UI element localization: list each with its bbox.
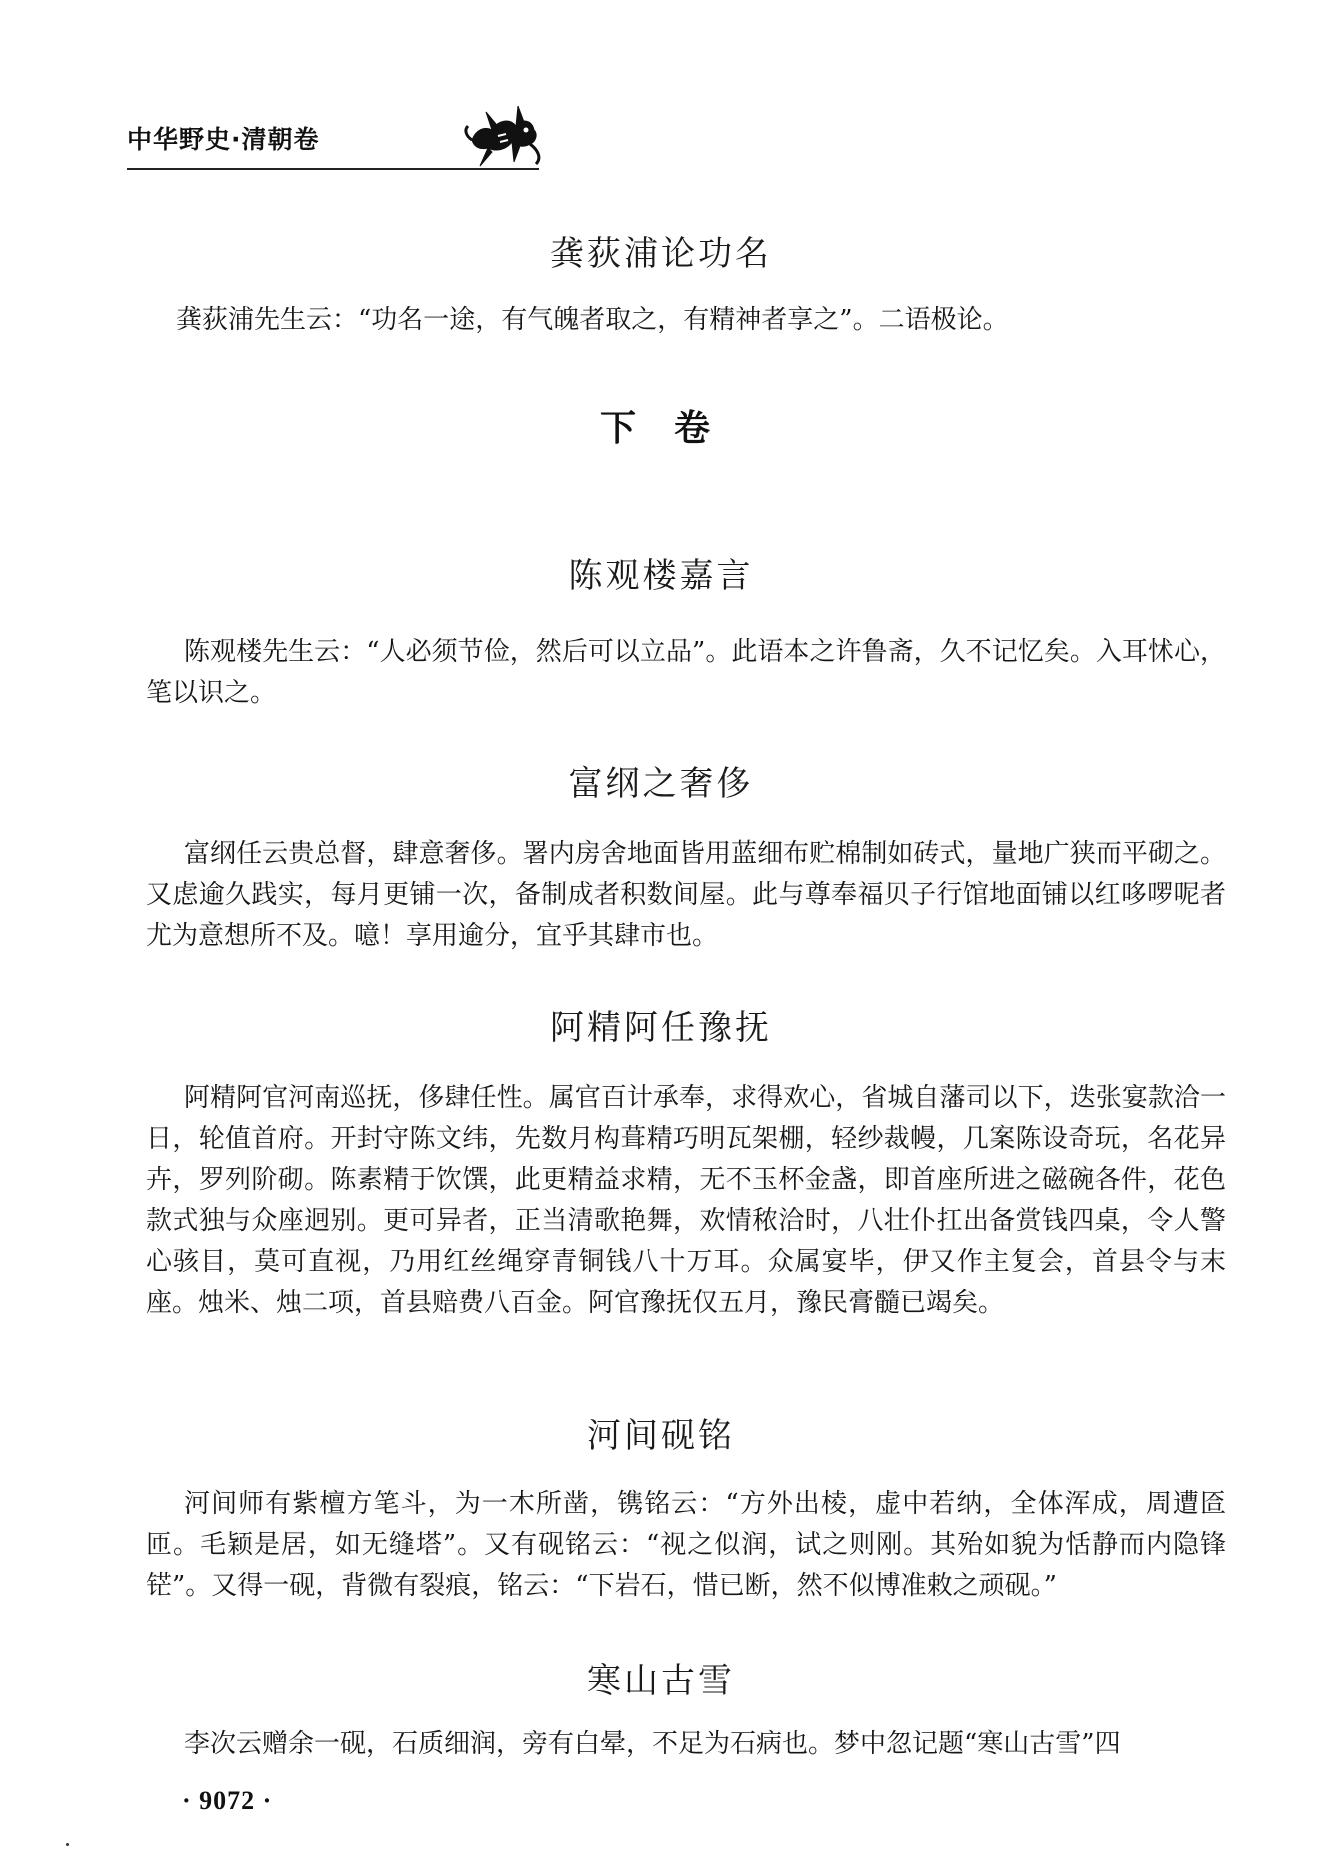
- section-paragraph: 河间师有紫檀方笔斗，为一木所凿，镌铭云：“方外出棱，虚中若纳，全体浑成，周遭匼匝。毛颖是居，如无缝塔”。又有砚铭云：“视之似润，试之则刚。其殆如貌为恬静而内隐锋铓”。又得一砚，背微有裂痕，铭云：“下岩石，惜已断，然不似博准敕之顽砚。”: [146, 1489, 1226, 1601]
- section-title: 阿精阿任豫抚: [550, 1008, 772, 1048]
- section-paragraph: 龚荻浦先生云：“功名一途，有气魄者取之，有精神者享之”。二语极论。: [176, 305, 1009, 335]
- section-title: 龚荻浦论功名: [550, 234, 772, 274]
- section-paragraph: 陈观楼先生云：“人必须节俭，然后可以立品”。此语本之许鲁斋，久不记忆矣。入耳怵心，笔以识之。: [146, 637, 1226, 708]
- header-title: 中华野史·清朝卷: [127, 125, 320, 154]
- section-title: 寒山古雪: [587, 1661, 735, 1701]
- volume-heading: 下卷: [600, 408, 749, 449]
- section-paragraph: 李次云赠余一砚，石质细润，旁有白晕，不足为石病也。梦中忽记题“寒山古雪”四: [184, 1729, 1121, 1759]
- section-title: 陈观楼嘉言: [568, 556, 754, 596]
- scan-speck: [66, 1843, 69, 1846]
- page-number: · 9072 ·: [182, 1786, 273, 1815]
- dragon-emblem-icon: [462, 100, 544, 168]
- section-title: 富纲之奢侈: [568, 764, 754, 804]
- header-rule: [127, 168, 539, 170]
- section-paragraph: 富纲任云贵总督，肆意奢侈。署内房舍地面皆用蓝细布贮棉制如砖式，量地广狭而平砌之。又虑逾久践实，每月更铺一次，备制成者积数间屋。此与尊奉福贝子行馆地面铺以红哆啰呢者尤为意想所不及。噫！享用逾分，宜乎其肆市也。: [146, 839, 1226, 951]
- section-title: 河间砚铭: [587, 1416, 735, 1456]
- section-paragraph: 阿精阿官河南巡抚，侈肆任性。属官百计承奉，求得欢心，省城自藩司以下，迭张宴款洽一日，轮值首府。开封守陈文纬，先数月构葺精巧明瓦架棚，轻纱裁幔，几案陈设奇玩，名花异卉，罗列阶砌。陈素精于饮馔，此更精益求精，无不玉杯金盏，即首座所进之磁碗各件，花色款式独与众座迥别。更可异者，正当清歌艳舞，欢情秾洽时，八壮仆扛出备赏钱四桌，令人警心骇目，莫可直视，乃用红丝绳穿青铜钱八十万耳。众属宴毕，伊又作主复会，首县令与末座。烛米、烛二项，首县赔费八百金。阿官豫抚仅五月，豫民膏髓已竭矣。: [146, 1083, 1226, 1318]
